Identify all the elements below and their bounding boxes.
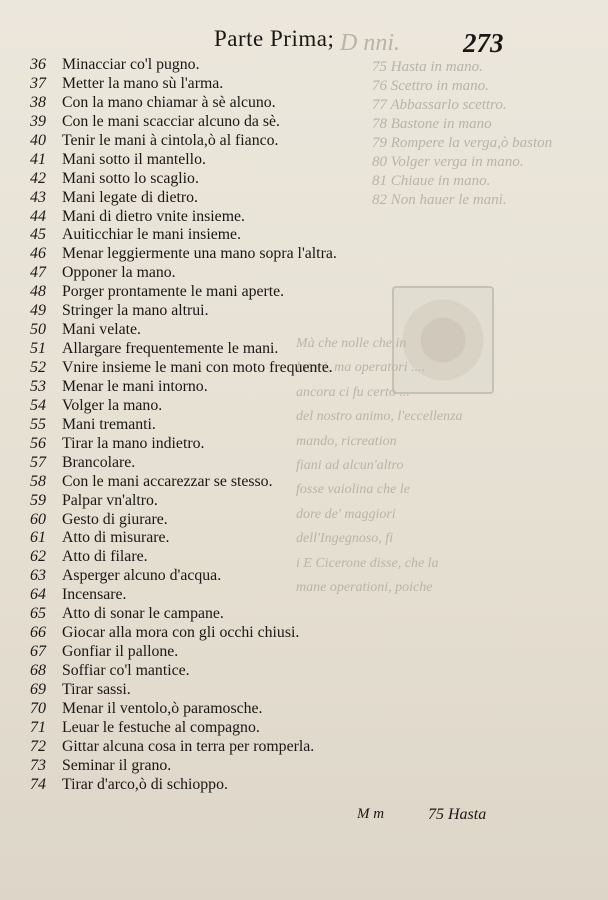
item-number: 66 [30,624,46,642]
list-item [30,208,337,227]
list-item [30,529,337,548]
item-text: Minacciar co'l pugno. [62,56,200,73]
bleedthrough-line: 79 Rompere la verga,ò baston [372,135,553,151]
list-item [30,416,337,435]
item-text: Gonfiar il pallone. [62,643,179,661]
item-number: 55 [30,415,46,433]
item-number: 39 [30,112,46,130]
bleedthrough-line: 80 Volger verga in mano. [372,154,524,170]
item-text: Tirar la mano indietro. [62,434,205,452]
list-item [30,586,337,605]
item-number: 51 [30,340,46,358]
item-number: 72 [30,737,46,755]
bleedthrough-prose-line: mane operationi, poiche [296,580,433,596]
bleedthrough-list [372,58,552,210]
item-text: Tenir le mani à cintola,ò al fianco. [62,131,279,149]
item-text: Mani velate. [62,321,141,339]
item-number: 44 [30,207,46,225]
item-text: Stringer la mano altrui. [62,302,209,320]
item-text: Asperger alcuno d'acqua. [62,567,222,585]
item-text: Mani sotto il mantello. [62,150,206,168]
running-head: Parte Prima; [214,26,335,51]
item-number: 38 [30,93,46,111]
item-text: Tirar sassi. [62,680,131,698]
bleedthrough-prose-line: del nostro animo, l'eccellenza [296,409,463,425]
list-item [30,719,337,738]
item-text: Incensare. [62,586,127,604]
list-item [30,170,337,189]
item-text: Con le mani accarezzar se stesso. [62,472,273,490]
list-item [30,681,337,700]
page-number: 273 [463,28,504,58]
list-item [30,643,337,662]
list-item [30,605,337,624]
item-number: 58 [30,472,46,490]
item-number: 45 [30,226,46,244]
list-item [30,340,337,359]
item-text: Menar le mani intorno. [62,377,208,395]
list-item [30,75,337,94]
item-number: 53 [30,377,46,395]
item-text: Brancolare. [62,453,136,471]
list-item [30,226,337,245]
item-number: 69 [30,680,46,698]
bleedthrough-line: 77 Abbassarlo scettro. [372,97,507,113]
list-item [30,132,337,151]
item-number: 64 [30,586,46,604]
item-number: 67 [30,643,46,661]
list-item [30,151,337,170]
list-item [30,245,337,264]
list-item [30,473,337,492]
bleedthrough-prose-line: mando, ricreation [296,433,397,449]
bleedthrough-prose-line: i E Cicerone disse, che la [296,555,439,571]
bleedthrough-prose-line: dell'Ingegnoso, fi [296,531,394,547]
item-number: 54 [30,396,46,414]
item-number: 74 [30,775,46,793]
list-item [30,397,337,416]
item-text: Seminar il grano. [62,756,172,774]
item-text: Palpar vn'altro. [62,491,158,509]
bleedthrough-prose-line: dore de' maggiori [296,506,396,522]
item-text: Tirar d'arco,ò di schioppo. [62,775,228,793]
item-number: 70 [30,699,46,717]
list-item [30,662,337,681]
item-number: 49 [30,302,46,320]
list-item [30,94,337,113]
item-text: Mani tremanti. [62,415,156,433]
item-text: Vnire insieme le mani con moto frequente. [62,359,333,376]
item-number: 60 [30,510,46,528]
item-number: 42 [30,169,46,187]
catchword: 75 Hasta [428,806,487,823]
list-item [30,283,337,302]
item-number: 36 [30,56,46,73]
item-text: Mani di dietro vnite insieme. [62,207,245,225]
item-text: Atto di misurare. [62,529,170,547]
bleedthrough-prose-line: fiani ad alcun'altro [296,458,404,474]
list-item [30,321,337,340]
item-number: 46 [30,245,46,263]
item-text: Opponer la mano. [62,264,176,282]
bleedthrough-prose-line: latori, ma operatori .... [296,360,426,376]
list-item [30,56,337,75]
list-item [30,511,337,530]
bleedthrough-line: 82 Non hauer le mani. [372,192,507,208]
item-number: 63 [30,567,46,585]
list-item [30,624,337,643]
item-number: 48 [30,283,46,301]
item-number: 65 [30,605,46,623]
signature-mark: M m [357,806,385,822]
list-item [30,738,337,757]
item-text: Gittar alcuna cosa in terra per romperla. [62,737,315,755]
item-text: Mani legate di dietro. [62,188,198,206]
item-number: 68 [30,662,46,679]
item-number: 73 [30,756,46,774]
item-number: 43 [30,188,46,206]
gesture-list [30,56,337,795]
item-text: Con le mani scacciar alcuno da sè. [62,112,280,130]
item-text: Gesto di giurare. [62,510,168,528]
list-item [30,359,337,378]
item-text: Atto di filare. [62,548,148,566]
item-number: 41 [30,150,46,168]
item-text: Mani sotto lo scaglio. [62,169,199,187]
item-number: 47 [30,264,46,282]
item-text: Porger prontamente le mani aperte. [62,283,285,301]
item-text: Metter la mano sù l'arma. [62,74,224,92]
item-text: Giocar alla mora con gli occhi chiusi. [62,624,300,642]
bleedthrough-line: 76 Scettro in mano. [372,78,489,94]
list-item [30,189,337,208]
list-item [30,776,337,795]
list-item [30,454,337,473]
bleedthrough-line: 78 Bastone in mano [372,116,492,132]
item-text: Menar leggiermente una mano sopra l'altra. [62,245,337,263]
list-item [30,435,337,454]
item-number: 62 [30,548,46,566]
item-number: 71 [30,718,46,736]
list-item [30,700,337,719]
list-item [30,302,337,321]
list-item [30,492,337,511]
bleedthrough-prose-line: Mà che nolle che in [296,336,407,351]
item-text: Leuar le festuche al compagno. [62,718,260,736]
item-text: Menar il ventolo,ò paramosche. [62,699,263,717]
item-number: 57 [30,453,46,471]
item-text: Soffiar co'l mantice. [62,662,190,679]
item-text: Atto di sonar le campane. [62,605,224,623]
item-text: Volger la mano. [62,396,163,414]
item-text: Allargare frequentemente le mani. [62,340,279,358]
bleedthrough-heading: D nni. [340,30,400,56]
bleedthrough-prose-line: ancora ci fu certo ... [296,384,410,400]
bleedthrough-line: 81 Chiaue in mano. [372,173,491,189]
item-number: 50 [30,321,46,339]
item-text: Auiticchiar le mani insieme. [62,226,241,244]
list-item [30,378,337,397]
list-item [30,264,337,283]
item-number: 52 [30,359,46,376]
item-number: 40 [30,131,46,149]
item-number: 59 [30,491,46,509]
item-number: 56 [30,434,46,452]
list-item [30,567,337,586]
list-item [30,757,337,776]
list-item [30,548,337,567]
bleedthrough-prose-line: fosse vaiolina che le [296,482,410,498]
item-number: 37 [30,74,46,92]
item-text: Con la mano chiamar à sè alcuno. [62,93,276,111]
bleedthrough-line: 75 Hasta in mano. [372,59,483,75]
list-item [30,113,337,132]
item-number: 61 [30,529,46,547]
